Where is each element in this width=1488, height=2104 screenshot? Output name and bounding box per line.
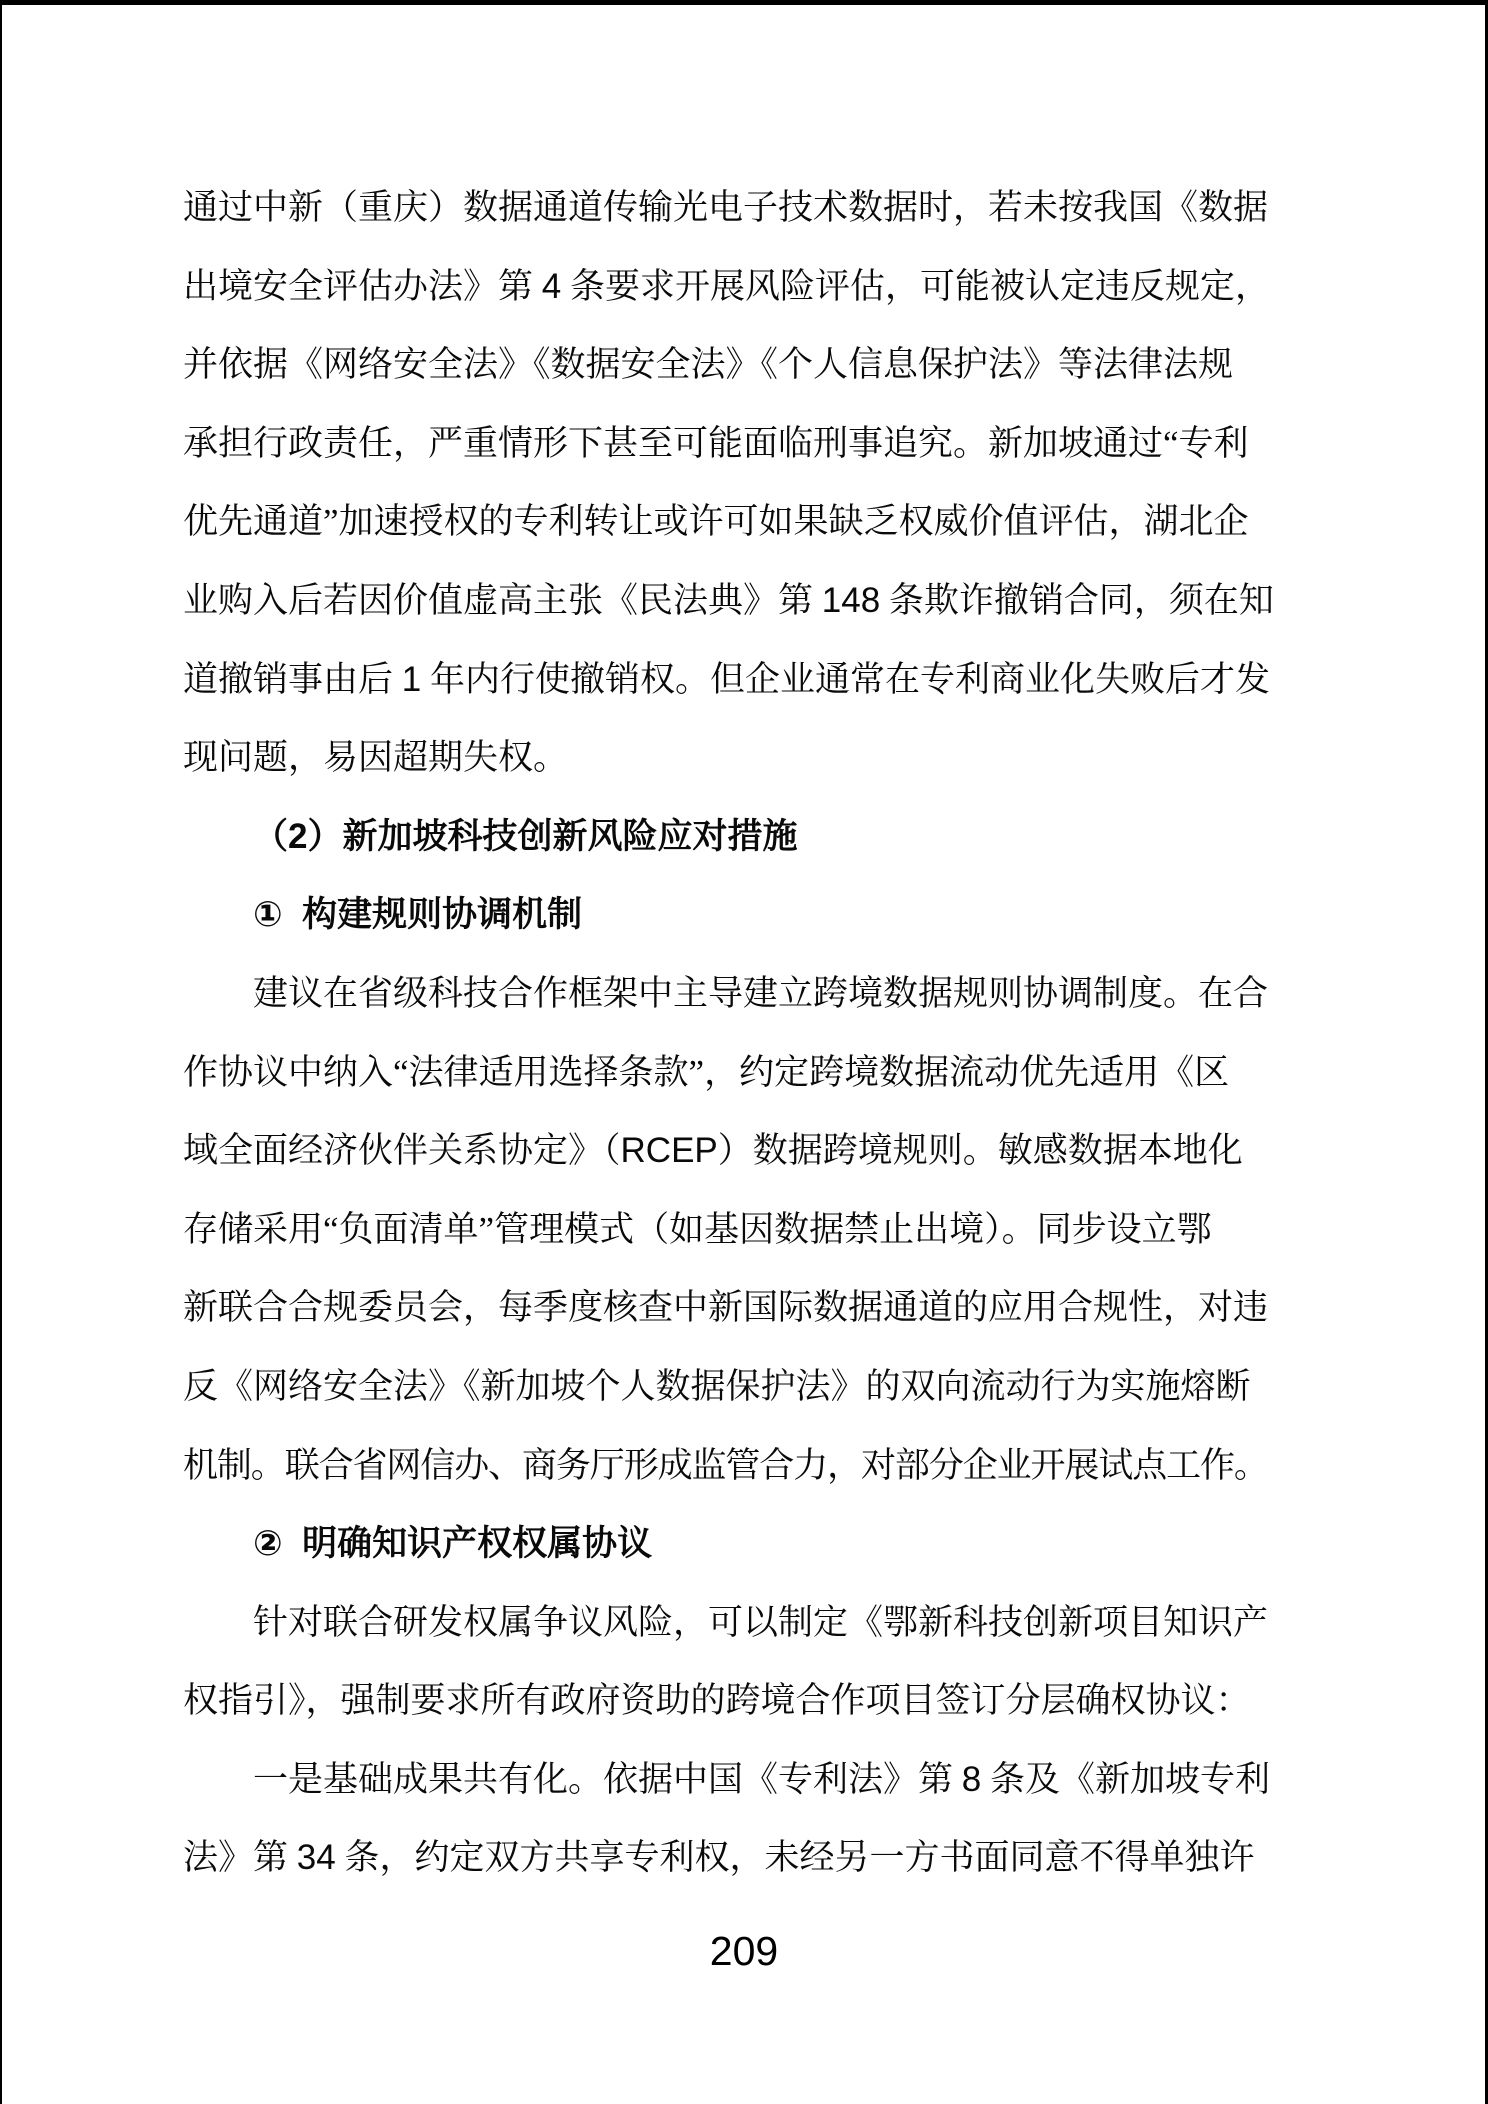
text-line: 业购入后若因价值虚高主张《民法典》第 148 条欺诈撤销合同，须在知 [183,580,1274,620]
section-heading: （2）新加坡科技创新风险应对措施 [253,816,798,856]
text-line: 出境安全评估办法》第 4 条要求开展风险评估，可能被认定违反规定， [183,266,1270,306]
page-number: 209 [709,1928,779,1974]
text-line: 针对联合研发权属争议风险，可以制定《鄂新科技创新项目知识产 [253,1602,1269,1642]
scan-edge-left [0,0,2,2104]
text-line: 通过中新（重庆）数据通道传输光电子技术数据时，若未按我国《数据 [183,188,1269,227]
text-line: 反《网络安全法》《新加坡个人数据保护法》的双向流动行为实施熔断 [183,1366,1251,1406]
section-heading: ① 构建规则协调机制 [253,895,583,935]
text-line: 建议在省级科技合作框架中主导建立跨境数据规则协调制度。在合 [253,973,1269,1013]
text-line: 机制。联合省网信办、商务厅形成监管合力，对部分企业开展试点工作。 [183,1445,1268,1485]
scan-edge-top [0,0,1488,5]
text-line: 法》第 34 条，约定双方共享专利权，未经另一方书面同意不得单独许 [183,1838,1255,1878]
page-text-block [183,169,1343,1898]
section-heading: ② 明确知识产权权属协议 [253,1524,653,1564]
text-line: 域全面经济伙伴关系协定》（RCEP）数据跨境规则。敏感数据本地化 [183,1131,1243,1171]
text-line: 作协议中纳入“法律适用选择条款”，约定跨境数据流动优先适用《区 [183,1052,1230,1092]
text-line: 优先通道”加速授权的专利转让或许可如果缺乏权威价值评估，湖北企 [183,502,1249,542]
text-line: 道撤销事由后 1 年内行使撤销权。但企业通常在专利商业化失败后才发 [183,659,1270,699]
text-line: 承担行政责任，严重情形下甚至可能面临刑事追究。新加坡通过“专利 [183,423,1249,463]
text-line: 权指引》，强制要求所有政府资助的跨境合作项目签订分层确权协议： [183,1681,1251,1721]
text-line: 新联合合规委员会，每季度核查中新国际数据通道的应用合规性，对违 [183,1288,1269,1328]
text-line: 存储采用“负面清单”管理模式（如基因数据禁止出境）。同步设立鄂 [183,1209,1212,1249]
text-line: 现问题，易因超期失权。 [183,738,569,778]
text-line: 并依据《网络安全法》《数据安全法》《个人信息保护法》等法律法规 [183,345,1234,385]
text-line: 一是基础成果共有化。依据中国《专利法》第 8 条及《新加坡专利 [253,1759,1270,1799]
